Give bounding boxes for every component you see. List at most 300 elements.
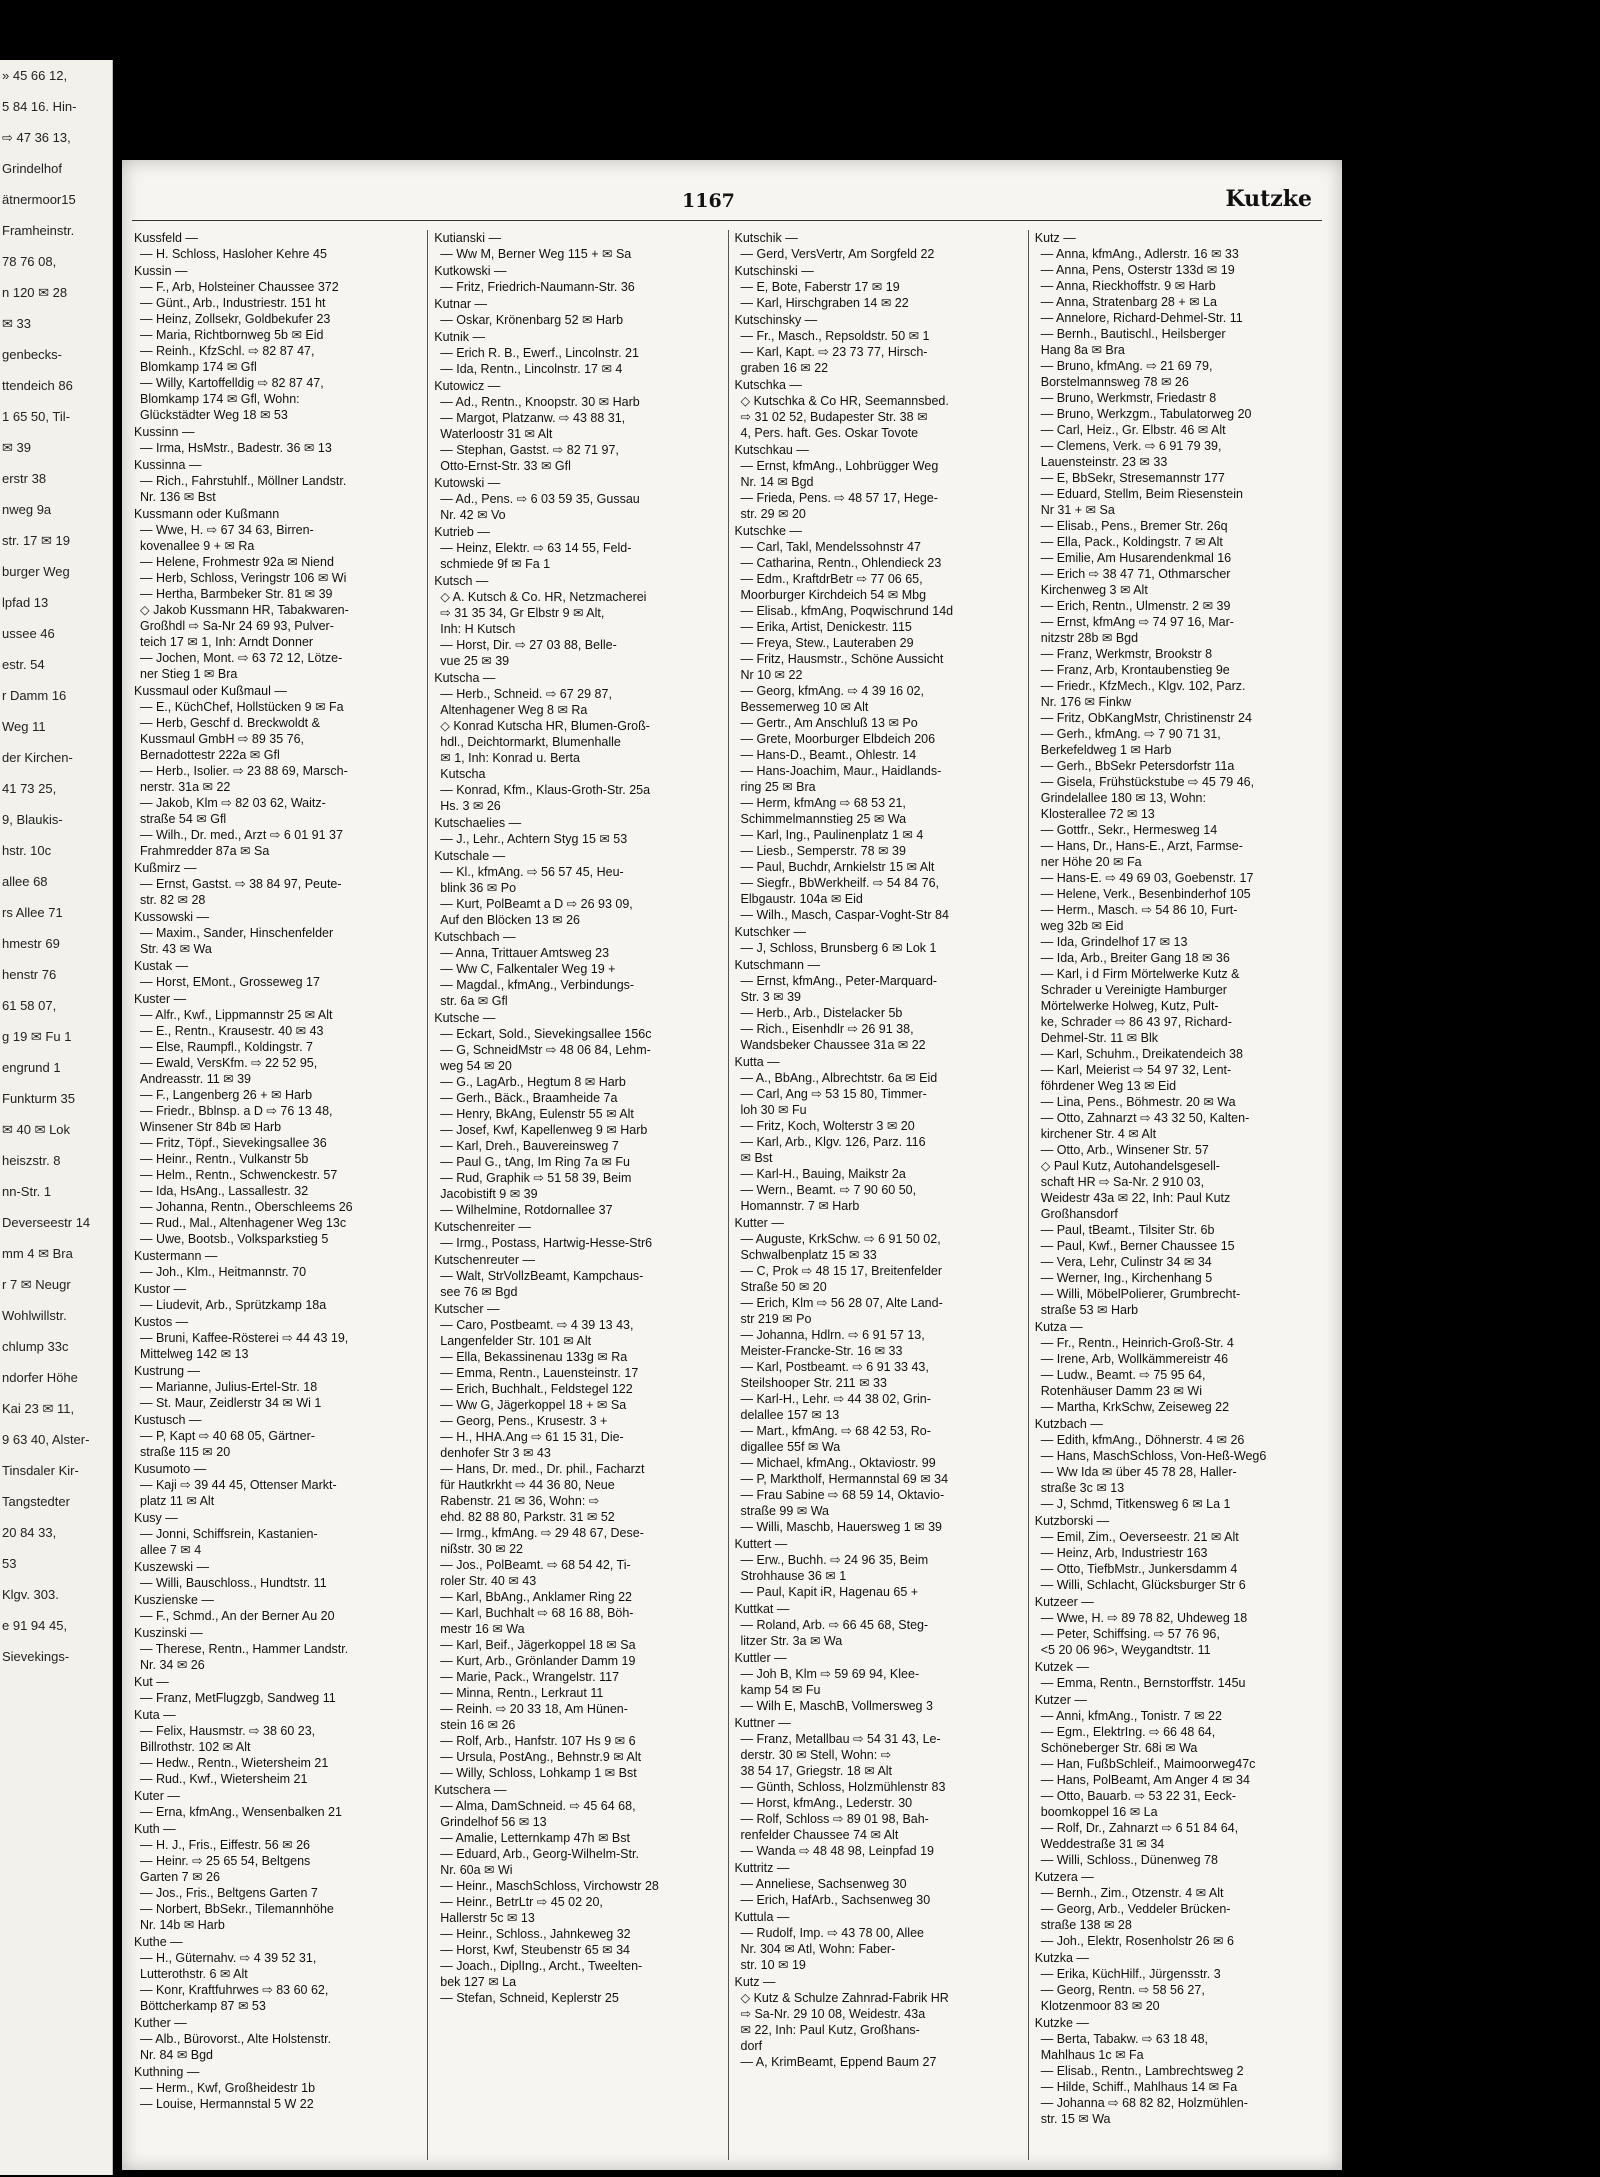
entry-line: — Rolf, Arb., Hanfstr. 107 Hs 9 ✉ 6 [440,1734,636,1748]
directory-entry [434,1782,721,2006]
left-page-fragment: estr. 54 [2,657,45,672]
entry-line: Nr. 60a ✉ Wi [440,1863,513,1877]
entry-line: — Walt, StrVollzBeamt, Kampchaus- [440,1269,644,1283]
entry-line: — Willi, MöbelPolierer, Grumbrecht- [1040,1287,1241,1301]
entry-line: ⇨ 31 02 52, Budapester Str. 38 ✉ [740,410,928,424]
entry-line: — Fritz, ObKangMstr, Christinenstr 24 [1040,711,1252,725]
directory-entry [134,263,421,423]
entry-line: — Georg, Pens., Krusestr. 3 + [440,1414,608,1428]
entry-line: Garten 7 ✉ 26 [140,1870,220,1884]
surname-heading: Kustak — [134,959,189,973]
entry-line: — Karl, Ing., Paulinenplatz 1 ✉ 4 [740,828,924,842]
entry-line: derstr. 30 ✉ Stell, Wohn: ⇨ [740,1748,892,1762]
entry-line: — Karl-H., Lehr. ⇨ 44 38 02, Grin- [740,1392,931,1406]
entry-line: — Ww M, Berner Weg 115 + ✉ Sa [440,247,632,261]
entry-line: — Willi, Schloss., Dünenweg 78 [1040,1853,1218,1867]
left-page-fragment: e 91 94 45, [2,1618,68,1633]
directory-entry [134,2064,421,2112]
entry-line: — Horst, Kwf, Steubenstr 65 ✉ 34 [440,1943,630,1957]
entry-line: str. 15 ✉ Wa [1040,2112,1111,2126]
entry-line: — Heinr., Rentn., Vulkanstr 5b [140,1152,309,1166]
entry-line: — Elisab., Pens., Bremer Str. 26q [1040,519,1228,533]
entry-line: ke, Schrader ⇨ 86 43 97, Richard- [1040,1015,1232,1029]
directory-entry [134,683,421,859]
left-page-fragment: erstr 38 [2,471,47,486]
entry-line: hdl., Deichtormarkt, Blumenhalle [440,735,621,749]
entry-line: — Irene, Arb, Wollkämmereistr 46 [1040,1352,1229,1366]
entry-line: Nr 10 ✉ 22 [740,668,803,682]
left-page-fragment: ttendeich 86 [2,378,73,393]
entry-line: ✉ 1, Inh: Konrad u. Berta [440,751,580,765]
entry-line: — Karl, Buchhalt ⇨ 68 16 88, Böh- [440,1606,634,1620]
entry-line: — Wilh., Masch, Caspar-Voght-Str 84 [740,908,949,922]
surname-heading: Kutianski — [434,231,501,245]
left-page-fragment: 41 73 25, [2,781,57,796]
entry-line: — Ludw., Beamt. ⇨ 75 95 64, [1040,1368,1206,1382]
entry-line: — Hans-D., Beamt., Ohlestr. 14 [740,748,917,762]
entry-line: — Mart., kfmAng. ⇨ 68 42 53, Ro- [740,1424,931,1438]
entry-line: — Willi, Bauschloss., Hundtstr. 11 [140,1576,327,1590]
directory-column [1029,230,1328,2160]
entry-line: — Anna, Trittauer Amtsweg 23 [440,946,610,960]
left-page-fragment: engrund 1 [2,1060,61,1075]
entry-line: — Ida, HsAng., Lassallestr. 32 [140,1184,309,1198]
entry-line: kovenallee 9 + ✉ Ra [140,539,255,553]
entry-line: — Wwe, H. ⇨ 89 78 82, Uhdeweg 18 [1040,1611,1248,1625]
surname-heading: Kuth — [134,1822,176,1836]
entry-line: Hs. 3 ✉ 26 [440,799,501,813]
entry-line: ring 25 ✉ Bra [740,780,816,794]
entry-line: ◇ Paul Kutz, Autohandelsgesell- [1040,1159,1220,1173]
entry-line: ehd. 82 88 80, Parkstr. 31 ✉ 52 [440,1510,615,1524]
left-page-fragment: ✉ 39 [2,440,31,455]
entry-line: — Otto, TiefbMstr., Junkersdamm 4 [1040,1562,1238,1576]
surname-heading: Kutschenreuter — [434,1253,535,1267]
entry-line: — Carl, Ang ⇨ 53 15 80, Timmer- [740,1087,927,1101]
entry-line: — Kurt, PolBeamt a D ⇨ 26 93 09, [440,897,633,911]
entry-line: Andreasstr. 11 ✉ 39 [140,1072,251,1086]
directory-column [428,230,728,2160]
directory-entry [434,524,721,572]
entry-line: — Gerh., Bäck., Braamheide 7a [440,1091,618,1105]
entry-line: — Bruni, Kaffee-Rösterei ⇨ 44 43 19, [140,1331,349,1345]
entry-line: — F., Arb, Holsteiner Chaussee 372 [140,280,339,294]
entry-line: graben 16 ✉ 22 [740,361,829,375]
surname-heading: Kuttritz — [734,1861,790,1875]
surname-heading: Kutsch — [434,574,489,588]
surname-heading: Kussfeld — [134,231,198,245]
surname-heading: Kutzbach — [1034,1417,1103,1431]
surname-heading: Kutschale — [434,849,506,863]
entry-line: — Fritz, Töpf., Sievekingsallee 36 [140,1136,327,1150]
entry-line: — Felix, Hausmstr. ⇨ 38 60 23, [140,1724,316,1738]
surname-heading: Kuter — [134,1789,180,1803]
entry-line: — E, BbSekr, Stresemannstr 177 [1040,471,1225,485]
entry-line: — Margot, Platzanw. ⇨ 43 88 31, [440,411,626,425]
entry-line: — Ella, Pack., Koldingstr. 7 ✉ Alt [1040,535,1223,549]
entry-line: — Hertha, Barmbeker Str. 81 ✉ 39 [140,587,333,601]
entry-line: — Friedr., KfzMech., Klgv. 102, Parz. [1040,679,1246,693]
entry-line: straße 115 ✉ 20 [140,1445,231,1459]
left-page-fragment: rs Allee 71 [2,905,63,920]
entry-line: — Stephan, Gastst. ⇨ 82 71 97, [440,443,619,457]
entry-line: — P, Kapt ⇨ 40 68 05, Gärtner- [140,1429,315,1443]
surname-heading: Kutschka — [734,378,802,392]
entry-line: — Lina, Pens., Böhmestr. 20 ✉ Wa [1040,1095,1236,1109]
entry-line: — Fr., Masch., Repsoldstr. 50 ✉ 1 [740,329,930,343]
entry-line: — Erika, Artist, Denickestr. 115 [740,620,912,634]
entry-line: — Maria, Richtbornweg 5b ✉ Eid [140,328,324,342]
entry-line: Glückstädter Weg 18 ✉ 53 [140,408,288,422]
left-page-fragment: Framheinstr. [2,223,75,238]
entry-line: — Emil, Zim., Oeverseestr. 21 ✉ Alt [1040,1530,1239,1544]
surname-heading: Kut — [134,1675,169,1689]
entry-line: — E, Bote, Faberstr 17 ✉ 19 [740,280,900,294]
entry-line: — Emilie, Am Husarendenkmal 16 [1040,551,1232,565]
left-page-fragment: str. 17 ✉ 19 [2,533,70,548]
directory-entry [134,958,421,990]
left-page-fragment: allee 68 [2,874,48,889]
directory-entry [134,1934,421,2014]
left-page-fragment: n 120 ✉ 28 [2,285,68,300]
entry-line: — Hilde, Schiff., Mahlhaus 14 ✉ Fa [1040,2080,1238,2094]
entry-line: nißstr. 30 ✉ 22 [440,1542,523,1556]
entry-line: str 219 ✉ Po [740,1312,812,1326]
directory-entry [1035,1659,1322,1691]
entry-line: — Karl, Schuhm., Dreikatendeich 38 [1040,1047,1243,1061]
left-page-fragment: » 45 66 12, [2,68,68,83]
entry-line: — Amalie, Letternkamp 47h ✉ Bst [440,1831,630,1845]
entry-line: Wandsbeker Chaussee 31a ✉ 22 [740,1038,926,1052]
surname-heading: Kuttner — [734,1716,791,1730]
entry-line: — Auguste, KrkSchw. ⇨ 6 91 50 02, [740,1232,941,1246]
entry-line: — Bernh., Zim., Otzenstr. 4 ✉ Alt [1040,1886,1224,1900]
left-page-fragment: 9 63 40, Alster- [2,1432,90,1447]
entry-line: ◇ Kutz & Schulze Zahnrad-Fabrik HR [740,1991,949,2005]
directory-entry [735,1909,1022,1973]
directory-entry [434,573,721,669]
entry-line: Kutscha [440,767,486,781]
entry-line: — Ernst, kfmAng., Peter-Marquard- [740,974,938,988]
entry-line: — Rudolf, Imp. ⇨ 43 78 00, Allee [740,1926,924,1940]
directory-entry [735,1054,1022,1214]
entry-line: Schwalbenplatz 15 ✉ 33 [740,1248,877,1262]
directory-column [729,230,1029,2160]
directory-entry [134,1461,421,1509]
surname-heading: Kuszewski — [134,1560,210,1574]
entry-line: — Anneliese, Sachsenweg 30 [740,1877,907,1891]
entry-line: — Anni, kfmAng., Tonistr. 7 ✉ 22 [1040,1709,1222,1723]
entry-line: — Erich, Buchhalt., Feldstegel 122 [440,1382,633,1396]
entry-line: Straße 50 ✉ 20 [740,1280,827,1294]
entry-line: — Erich R. B., Ewerf., Lincolnstr. 21 [440,346,639,360]
left-page-fragment: mm 4 ✉ Bra [2,1246,73,1261]
entry-line: — Maxim., Sander, Hinschenfelder [140,926,334,940]
entry-line: — Irmg., Postass, Hartwig-Hesse-Str6 [440,1236,653,1250]
entry-line: — Ad., Rentn., Knoopstr. 30 ✉ Harb [440,395,640,409]
surname-heading: Kuther — [134,2016,187,2030]
surname-heading: Kutnar — [434,297,488,311]
entry-line: — Vera, Lehr, Culinstr 34 ✉ 34 [1040,1255,1212,1269]
surname-heading: Kuthe — [134,1935,183,1949]
entry-line: ◇ Kutschka & Co HR, Seemannsbed. [740,394,949,408]
entry-line: — Werner, Ing., Kirchenhang 5 [1040,1271,1213,1285]
directory-entry [134,1707,421,1787]
entry-line: — Gottfr., Sekr., Hermesweg 14 [1040,823,1218,837]
entry-line: Nr. 34 ✉ 26 [140,1658,205,1672]
entry-line: — Johanna, Hdlrn. ⇨ 6 91 57 13, [740,1328,925,1342]
surname-heading: Kutschinsky — [734,313,818,327]
entry-line: — Karl, i d Firm Mörtelwerke Kutz & [1040,967,1240,981]
entry-line: — Magdal., kfmAng., Verbindungs- [440,978,635,992]
left-page-fragment: nweg 9a [2,502,52,517]
entry-line: — J, Schmd, Titkensweg 6 ✉ La 1 [1040,1497,1231,1511]
entry-line: — Henry, BkAng, Eulenstr 55 ✉ Alt [440,1107,634,1121]
entry-line: — Stefan, Schneid, Keplerstr 25 [440,1991,619,2005]
entry-line: boomkoppel 16 ✉ La [1040,1805,1158,1819]
entry-line: Weidestr 43a ✉ 22, Inh: Paul Kutz [1040,1191,1231,1205]
entry-line: — Wilh., Dr. med., Arzt ⇨ 6 01 91 37 [140,828,343,842]
entry-line: digallee 55f ✉ Wa [740,1440,841,1454]
entry-line: — Herm., Kwf, Großheidestr 1b [140,2081,316,2095]
surname-heading: Kutschkau — [734,443,809,457]
entry-line: — J., Lehr., Achtern Styg 15 ✉ 53 [440,832,628,846]
directory-entry [134,1412,421,1460]
surname-heading: Kutowicz — [434,379,501,393]
entry-line: Nr. 42 ✉ Vo [440,508,506,522]
directory-entry [1035,1513,1322,1593]
entry-line: — P, Marktholf, Hermannstal 69 ✉ 34 [740,1472,949,1486]
left-page-fragment: Sievekings- [2,1649,70,1664]
left-page-fragment: 61 58 07, [2,998,57,1013]
entry-line: — Marianne, Julius-Ertel-Str. 18 [140,1380,318,1394]
surname-heading: Kutzka — [1034,1951,1089,1965]
running-head: Kutzke [1225,186,1312,212]
entry-line: — Liudevit, Arb., Sprützkamp 18a [140,1298,327,1312]
left-page-fragment: Klgv. 303. [2,1587,59,1602]
entry-line: Str. 3 ✉ 39 [740,990,802,1004]
surname-heading: Kuszinski — [134,1626,203,1640]
surname-heading: Kuttler — [734,1651,787,1665]
surname-heading: Kustrung — [134,1364,201,1378]
left-page-fragment: r 7 ✉ Neugr [2,1277,71,1292]
entry-line: roler Str. 40 ✉ 43 [440,1574,537,1588]
entry-line: — Alfr., Kwf., Lippmannstr 25 ✉ Alt [140,1008,333,1022]
entry-line: — Johanna, Rentn., Oberschleems 26 [140,1200,353,1214]
entry-line: — Horst, Dir. ⇨ 27 03 88, Belle- [440,638,617,652]
entry-line: — Anna, Rieckhoffstr. 9 ✉ Harb [1040,279,1216,293]
entry-line: — Reinh., KfzSchl. ⇨ 82 87 47, [140,344,315,358]
surname-heading: Kutnik — [434,330,485,344]
entry-line: — Irmg., kfmAng. ⇨ 29 48 67, Dese- [440,1526,644,1540]
entry-line: Kussmaul GmbH ⇨ 89 35 76, [140,732,305,746]
directory-entry [134,1559,421,1591]
surname-heading: Kuttert — [734,1537,788,1551]
entry-line: — Hans, Dr., Hans-E., Arzt, Farmse- [1040,839,1243,853]
entry-line: — Louise, Hermannstal 5 W 22 [140,2097,314,2111]
surname-heading: Kuttula — [734,1910,790,1924]
entry-line: — Franz, Arb, Krontaubenstieg 9e [1040,663,1230,677]
entry-line: str. 29 ✉ 20 [740,507,806,521]
entry-line: — Heinz, Arb, Industriestr 163 [1040,1546,1208,1560]
surname-heading: Kutschmann — [734,958,820,972]
entry-line: Grindelallee 180 ✉ 13, Wohn: [1040,791,1206,805]
entry-line: — E., Rentn., Krausestr. 40 ✉ 43 [140,1024,324,1038]
entry-line: — Carl, Heiz., Gr. Elbstr. 46 ✉ Alt [1040,423,1226,437]
entry-line: föhrdener Weg 13 ✉ Eid [1040,1079,1177,1093]
entry-line: — Kl., kfmAng. ⇨ 56 57 45, Heu- [440,865,624,879]
left-page-fragment: ätnermoor15 [2,192,76,207]
entry-line: — Karl, Hirschgraben 14 ✉ 22 [740,296,909,310]
entry-line: — Fr., Rentn., Heinrich-Groß-Str. 4 [1040,1336,1234,1350]
entry-line: Nr 31 + ✉ Sa [1040,503,1115,517]
directory-entry [735,442,1022,522]
entry-line: Str. 43 ✉ Wa [140,942,212,956]
surname-heading: Kuster — [134,992,187,1006]
entry-line: — Georg, Rentn. ⇨ 58 56 27, [1040,1983,1205,1997]
entry-line: schmiede 9f ✉ Fa 1 [440,557,551,571]
surname-heading: Kuttkat — [734,1602,790,1616]
surname-heading: Kutza — [1034,1320,1083,1334]
entry-line: straße 54 ✉ Gfl [140,812,227,826]
entry-line: — Franz, Werkmstr, Brookstr 8 [1040,647,1213,661]
entry-line: — Karl, Dreh., Bauvereinsweg 7 [440,1139,619,1153]
entry-line: — Konrad, Kfm., Klaus-Groth-Str. 25a [440,783,651,797]
directory-entry [1035,1950,1322,2014]
directory-entry [134,1314,421,1362]
entry-line: — Günt., Arb., Industriestr. 151 ht [140,296,326,310]
entry-line: Schrader u Vereinigte Hamburger [1040,983,1227,997]
entry-line: vue 25 ✉ 39 [440,654,510,668]
entry-line: Inh: H Kutsch [440,622,516,636]
directory-entry [134,457,421,505]
surname-heading: Kusy — [134,1511,178,1525]
directory-entry [134,1674,421,1706]
entry-line: stein 16 ✉ 26 [440,1718,516,1732]
entry-line: — A, KrimBeamt, Eppend Baum 27 [740,2055,937,2069]
entry-line: — Bruno, kfmAng. ⇨ 21 69 79, [1040,359,1213,373]
entry-line: — J, Schloss, Brunsberg 6 ✉ Lok 1 [740,941,937,955]
surname-heading: Kutschinski — [734,264,814,278]
entry-line: — Ida, Grindelhof 17 ✉ 13 [1040,935,1188,949]
entry-line: ◇ Jakob Kussmann HR, Tabakwaren- [140,603,349,617]
entry-line: schaft HR ⇨ Sa-Nr. 2 910 03, [1040,1175,1205,1189]
surname-heading: Kuta — [134,1708,176,1722]
entry-line: — Erich, Rentn., Ulmenstr. 2 ✉ 39 [1040,599,1231,613]
directory-entry [735,1536,1022,1600]
entry-line: — Caro, Postbeamt. ⇨ 4 39 13 43, [440,1318,634,1332]
entry-line: — Therese, Rentn., Hammer Landstr. [140,1642,349,1656]
left-page-fragment: burger Weg [2,564,70,579]
entry-line: mestr 16 ✉ Wa [440,1622,525,1636]
entry-line: bek 127 ✉ La [440,1975,517,1989]
entry-line: — Ida, Arb., Breiter Gang 18 ✉ 36 [1040,951,1230,965]
entry-line: — Willy, Kartoffelldig ⇨ 82 87 47, [140,376,324,390]
surname-heading: Kutschenreiter — [434,1220,531,1234]
entry-line: Moorburger Kirchdeich 54 ✉ Mbg [740,588,927,602]
left-page-fragment: hmestr 69 [2,936,60,951]
entry-line: — Ww Ida ✉ über 45 78 28, Haller- [1040,1465,1237,1479]
entry-line: — Karl, Postbeamt. ⇨ 6 91 33 43, [740,1360,929,1374]
directory-entry [134,1788,421,1820]
directory-entry [735,263,1022,311]
entry-line: platz 11 ✉ Alt [140,1494,215,1508]
entry-line: Nr. 176 ✉ Finkw [1040,695,1132,709]
entry-line: — H., HHA.Ang ⇨ 61 15 31, Die- [440,1430,624,1444]
directory-entry [434,1219,721,1251]
entry-line: — Wwe, H. ⇨ 67 34 63, Birren- [140,523,314,537]
entry-line: — Heinr. ⇨ 25 65 54, Beltgens [140,1854,311,1868]
directory-entry [434,329,721,377]
directory-page [122,160,1342,2170]
entry-line: Großhansdorf [1040,1207,1118,1221]
entry-line: Meister-Francke-Str. 16 ✉ 33 [740,1344,903,1358]
surname-heading: Kussmaul oder Kußmaul — [134,684,287,698]
entry-line: 4, Pers. haft. Ges. Oskar Tovote [740,426,919,440]
entry-line: Schöneberger Str. 68i ✉ Wa [1040,1741,1198,1755]
entry-line: — Heinz, Elektr. ⇨ 63 14 55, Feld- [440,541,632,555]
directory-column [128,230,428,2160]
surname-heading: Kutsche — [434,1011,496,1025]
entry-line: straße 138 ✉ 28 [1040,1918,1132,1932]
entry-line: Frahmredder 87a ✉ Sa [140,844,270,858]
entry-line: — Johanna ⇨ 68 82 82, Holzmühlen- [1040,2096,1248,2110]
entry-line: — Joh B, Klm ⇨ 59 69 94, Klee- [740,1667,920,1681]
entry-line: — Ursula, PostAng., Behnstr.9 ✉ Alt [440,1750,642,1764]
entry-line: — Ernst, kfmAng., Lohbrügger Weg [740,459,939,473]
entry-line: weg 32b ✉ Eid [1040,919,1124,933]
entry-line: — Ww G, Jägerkoppel 18 + ✉ Sa [440,1398,627,1412]
directory-entry [735,312,1022,376]
entry-line: — Paul, Kwf., Berner Chaussee 15 [1040,1239,1235,1253]
directory-entry [1035,2015,1322,2127]
entry-line: — Bernh., Bautischl., Heilsberger [1040,327,1226,341]
entry-line: — Herb, Schloss, Veringstr 106 ✉ Wi [140,571,347,585]
entry-line: — Emma, Rentn., Bernstorffstr. 145u [1040,1676,1246,1690]
entry-line: Berkefeldweg 1 ✉ Harb [1040,743,1172,757]
surname-heading: Kussinn — [134,425,195,439]
entry-line: — Annelore, Richard-Dehmel-Str. 11 [1040,311,1243,325]
entry-line: — Josef, Kwf, Kapellenweg 9 ✉ Harb [440,1123,648,1137]
entry-line: ner Höhe 20 ✉ Fa [1040,855,1142,869]
entry-line: — Roland, Arb. ⇨ 66 45 68, Steg- [740,1618,929,1632]
entry-line: — Rich., Eisenhdlr ⇨ 26 91 38, [740,1022,914,1036]
left-page-fragment: Weg 11 [2,719,46,734]
surname-heading: Kutzek — [1034,1660,1089,1674]
entry-line: Rotenhäuser Damm 23 ✉ Wi [1040,1384,1202,1398]
entry-line: — Catharina, Rentn., Ohlendieck 23 [740,556,942,570]
entry-line: — Willy, Schloss, Lohkamp 1 ✉ Bst [440,1766,637,1780]
entry-line: renfelder Chaussee 74 ✉ Alt [740,1828,899,1842]
entry-line: Nr. 304 ✉ Atl, Wohn: Faber- [740,1942,896,1956]
entry-line: — Otto, Zahnarzt ⇨ 43 32 50, Kalten- [1040,1111,1250,1125]
entry-line: Grindelhof 56 ✉ 13 [440,1815,547,1829]
left-page-fragment: Kai 23 ✉ 11, [2,1401,75,1416]
left-page-fragment: g 19 ✉ Fu 1 [2,1029,72,1044]
entry-line: — Heinr., Schloss., Jahnkeweg 32 [440,1927,631,1941]
entry-line: Klosterallee 72 ✉ 13 [1040,807,1155,821]
entry-line: blink 36 ✉ Po [440,881,517,895]
entry-line: — Rud., Mal., Altenhagener Weg 13c [140,1216,347,1230]
entry-line: Winsener Str 84b ✉ Harb [140,1120,282,1134]
surname-heading: Kutzke — [1034,2016,1089,2030]
entry-line: — Anna, Pens, Osterstr 133d ✉ 19 [1040,263,1235,277]
directory-entry [1035,230,1322,1318]
surname-heading: Kutscher — [434,1302,500,1316]
entry-line: — Norbert, BbSekr., Tilemannhöhe [140,1902,334,1916]
entry-line: — Joach., DiplIng., Archt., Tweelten- [440,1959,643,1973]
left-page-fragment: Grindelhof [2,161,62,176]
